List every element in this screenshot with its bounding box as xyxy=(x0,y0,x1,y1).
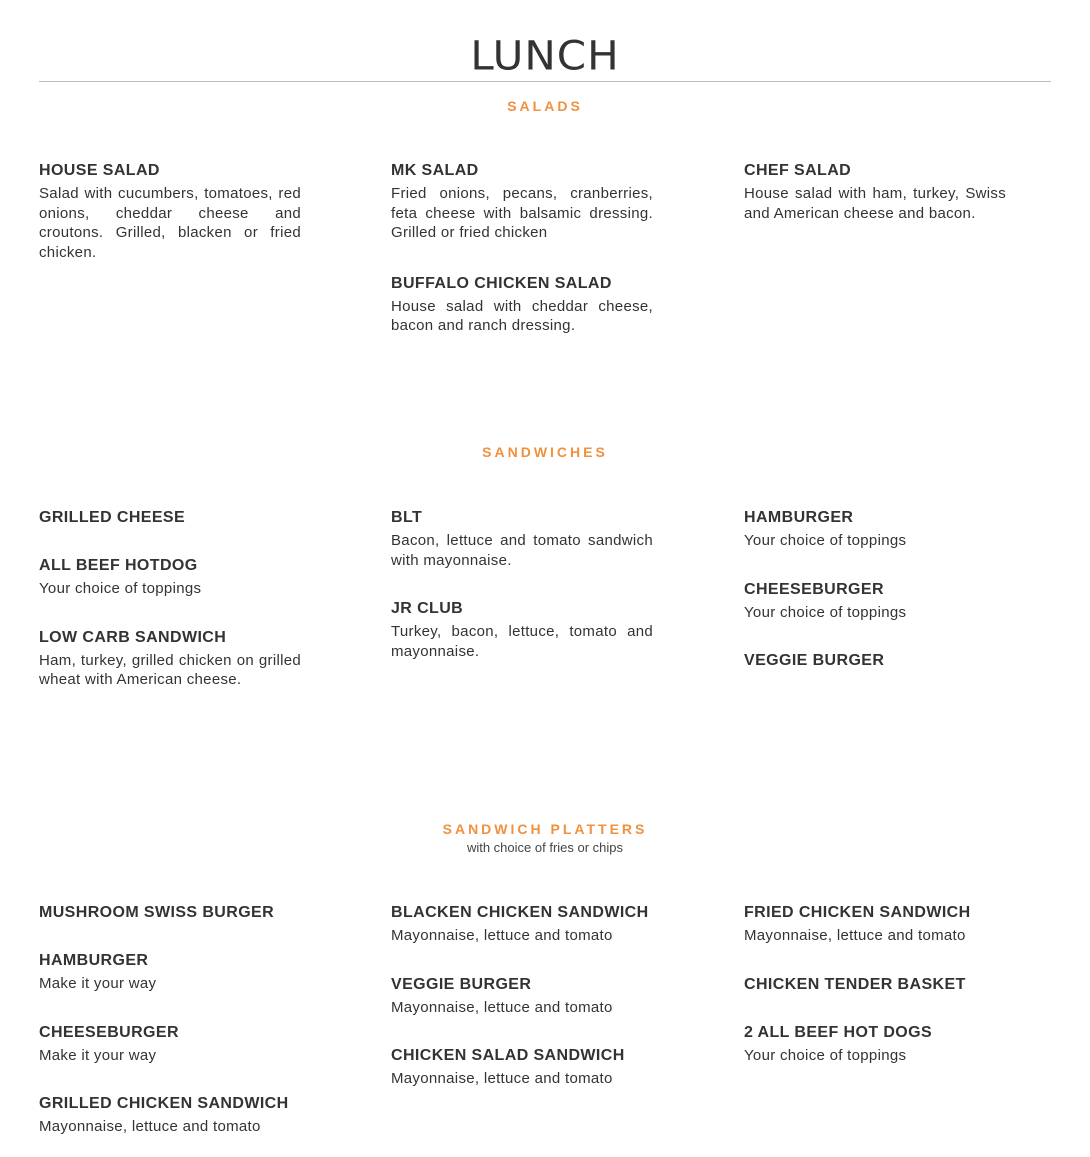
section-heading-platters: SANDWICH PLATTERS xyxy=(442,821,648,837)
menu-item xyxy=(39,160,301,262)
menu-item xyxy=(744,650,1006,672)
menu-item xyxy=(391,507,653,570)
item-name: CHEF SALAD xyxy=(744,162,852,179)
menu-item xyxy=(744,974,1006,996)
item-description: Fried onions, pecans, cranberries, feta cheese with balsamic dressing. Grilled or fried chicken xyxy=(391,185,653,242)
item-name: VEGGIE BURGER xyxy=(744,652,885,670)
salads-column-3 xyxy=(744,160,1006,243)
item-description: House salad with ham, turkey, Swiss and American cheese and bacon. xyxy=(744,185,1006,222)
sandwiches-column-2 xyxy=(391,507,653,681)
item-description: House salad with cheddar cheese, bacon and ranch dressing. xyxy=(391,297,653,335)
item-description: Bacon, lettuce and tomato sandwich with mayonnaise. xyxy=(391,532,653,569)
item-name: GRILLED CHICKEN SANDWICH xyxy=(39,1095,289,1113)
item-name: CHICKEN TENDER BASKET xyxy=(744,975,966,993)
menu-item xyxy=(39,950,301,994)
item-description: Your choice of toppings xyxy=(744,1046,907,1064)
menu-item xyxy=(39,627,301,690)
item-description: Salad with cucumbers, tomatoes, red onions, cheddar cheese and croutons. Grilled, blacken or fried chicken. xyxy=(39,185,301,261)
menu-item xyxy=(39,902,301,924)
menu-item xyxy=(391,974,653,1018)
menu-item xyxy=(39,1093,301,1137)
menu-item xyxy=(391,598,653,661)
item-name: BLT xyxy=(391,509,423,526)
item-name: FRIED CHICKEN SANDWICH xyxy=(744,904,971,921)
salads-column-1 xyxy=(39,160,301,282)
item-name: HAMBURGER xyxy=(744,509,854,526)
menu-item xyxy=(744,160,1006,223)
item-name: BLACKEN CHICKEN SANDWICH xyxy=(391,904,649,921)
item-name: GRILLED CHEESE xyxy=(39,509,186,526)
menu-item xyxy=(391,273,653,336)
item-name: CHICKEN SALAD SANDWICH xyxy=(391,1047,625,1065)
item-description: Your choice of toppings xyxy=(744,532,907,549)
item-name: MK SALAD xyxy=(391,162,479,179)
title-divider xyxy=(39,81,1051,82)
item-name: CHEESEBURGER xyxy=(744,580,884,598)
item-name: BUFFALO CHICKEN SALAD xyxy=(391,274,612,292)
item-description: Mayonnaise, lettuce and tomato xyxy=(391,1070,613,1088)
platters-column-1 xyxy=(39,902,301,1157)
section-subheading: with choice of fries or chips xyxy=(466,840,624,855)
platters-column-2 xyxy=(391,902,653,1109)
menu-item xyxy=(744,579,1006,623)
menu-item xyxy=(39,507,301,529)
section-heading-sandwiches: SANDWICHES xyxy=(482,444,608,460)
menu-item xyxy=(391,1045,653,1089)
menu-item xyxy=(744,507,1006,551)
menu-item xyxy=(391,160,653,243)
menu-item xyxy=(39,555,301,599)
menu-item xyxy=(744,1022,1006,1066)
item-name: HAMBURGER xyxy=(39,952,149,969)
platters-column-3 xyxy=(744,902,1006,1085)
item-description: Make it your way xyxy=(39,1046,157,1064)
item-name: 2 ALL BEEF HOT DOGS xyxy=(744,1023,933,1041)
item-description: Ham, turkey, grilled chicken on grilled wheat with American cheese. xyxy=(39,651,301,689)
page-title: LUNCH xyxy=(470,32,620,79)
menu-item xyxy=(391,902,653,946)
item-name: JR CLUB xyxy=(391,600,464,618)
sandwiches-column-3 xyxy=(744,507,1006,692)
item-name: VEGGIE BURGER xyxy=(391,975,532,993)
item-description: Make it your way xyxy=(39,975,157,992)
menu-item xyxy=(744,902,1006,946)
item-description: Mayonnaise, lettuce and tomato xyxy=(39,1118,261,1136)
item-name: CHEESEBURGER xyxy=(39,1023,179,1041)
item-name: LOW CARB SANDWICH xyxy=(39,628,227,646)
item-description: Your choice of toppings xyxy=(744,603,907,621)
item-name: HOUSE SALAD xyxy=(39,162,160,179)
item-description: Mayonnaise, lettuce and tomato xyxy=(744,927,966,944)
item-description: Turkey, bacon, lettuce, tomato and mayonnaise. xyxy=(391,623,653,660)
menu-item xyxy=(39,1022,301,1066)
item-description: Your choice of toppings xyxy=(39,580,202,597)
item-name: ALL BEEF HOTDOG xyxy=(39,557,198,574)
item-name: MUSHROOM SWISS BURGER xyxy=(39,904,275,921)
salads-column-2 xyxy=(391,160,653,356)
sandwiches-column-1 xyxy=(39,507,301,710)
item-description: Mayonnaise, lettuce and tomato xyxy=(391,927,613,944)
item-description: Mayonnaise, lettuce and tomato xyxy=(391,998,613,1016)
section-heading-salads: SALADS xyxy=(507,98,583,114)
